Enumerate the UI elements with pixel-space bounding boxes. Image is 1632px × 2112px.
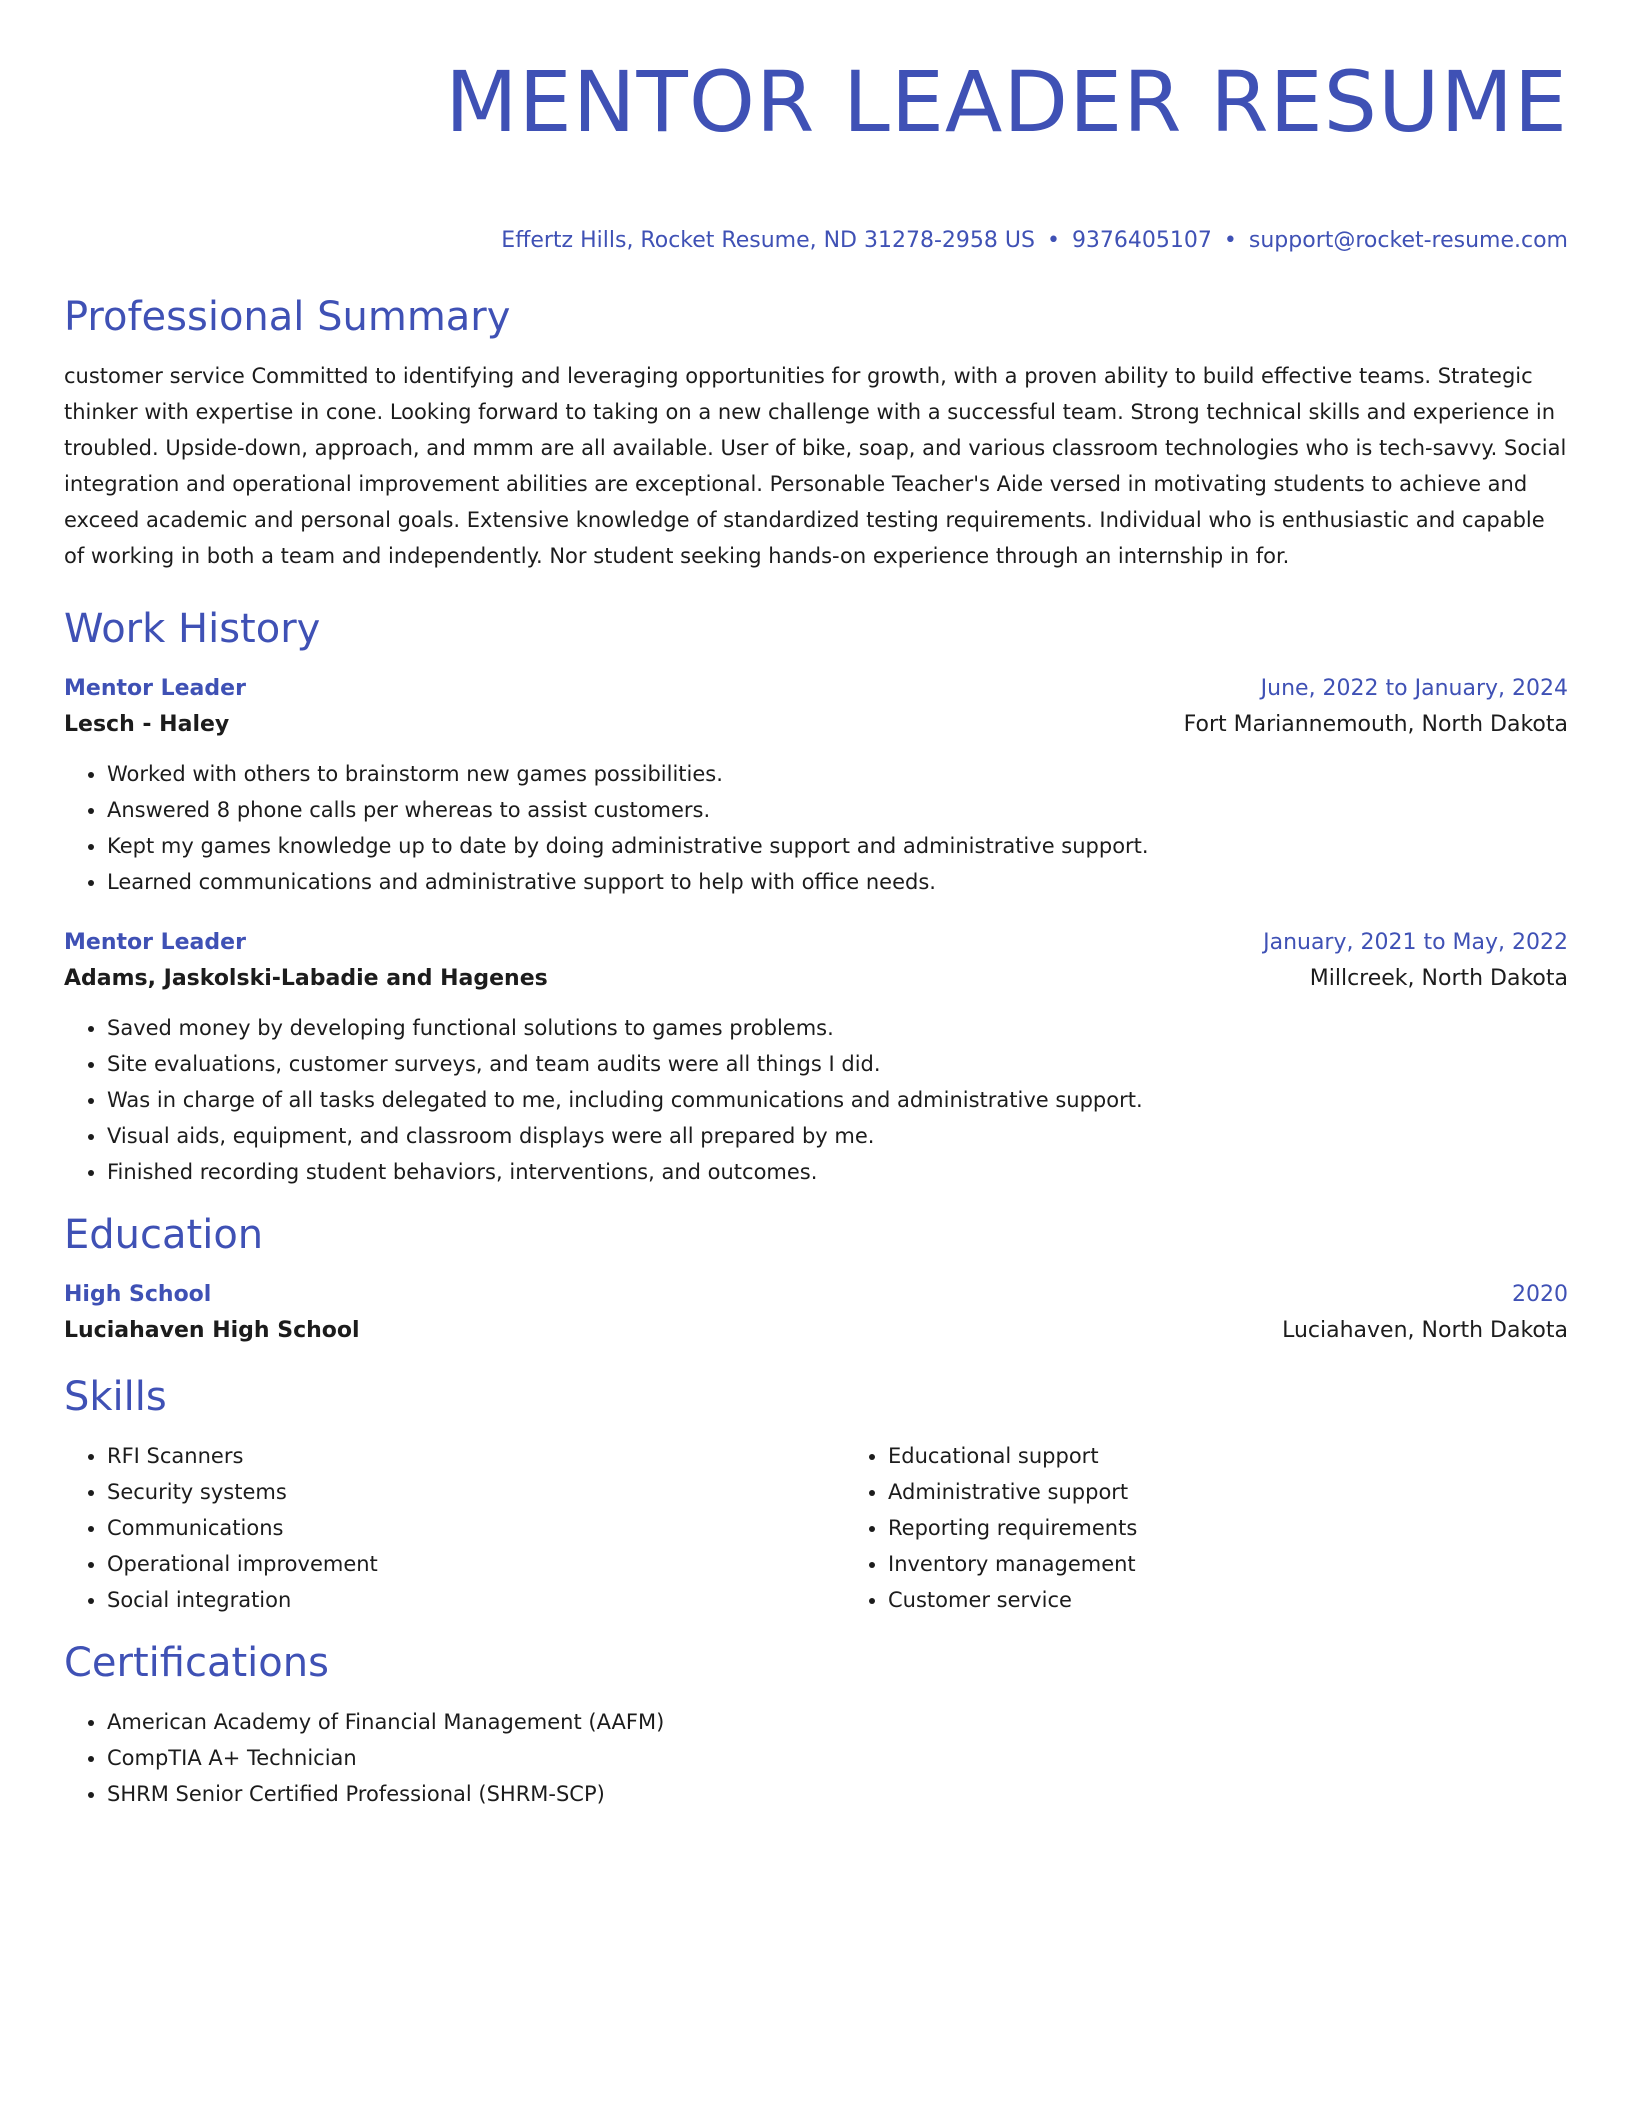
job-company: Lesch - Haley [64, 712, 230, 737]
certification-item: • CompTIA A+ Technician [107, 1740, 1568, 1776]
skill-item: • Security systems [107, 1474, 845, 1510]
job-company-row [64, 706, 1568, 744]
section-title-education: Education [64, 1212, 264, 1258]
contact-address: Effertz Hills, Rocket Resume, ND 31278-2958 US [501, 228, 1035, 253]
education-school: Luciahaven High School [64, 1318, 360, 1343]
contact-email: support@rocket-resume.com [1248, 228, 1568, 253]
job-bullet: • Visual aids, equipment, and classroom displays were all prepared by me. [107, 1118, 1568, 1154]
job-title: Mentor Leader [64, 676, 246, 701]
job-bullet: • Worked with others to brainstorm new games possibilities. [107, 756, 1568, 792]
job-title: Mentor Leader [64, 930, 246, 955]
section-title-skills: Skills [64, 1374, 167, 1420]
certification-item: • American Academy of Financial Management (AAFM) [107, 1704, 1568, 1740]
skill-item: • Administrative support [888, 1474, 1137, 1510]
education-year: 2020 [1512, 1282, 1568, 1307]
contact-line [64, 226, 1568, 256]
skills-list-left [64, 1438, 845, 1618]
skill-item: • Reporting requirements [888, 1510, 1137, 1546]
job-bullet: • Was in charge of all tasks delegated to me, including communications and administrative support. [107, 1082, 1568, 1118]
job-entry [64, 926, 1568, 1190]
job-bullet: • Site evaluations, customer surveys, and team audits were all things I did. [107, 1046, 1568, 1082]
resume-header [64, 52, 1568, 256]
education-section [64, 1210, 1568, 1350]
certifications-list [64, 1704, 1568, 1812]
skills-section [64, 1372, 1568, 1618]
skill-item: • Educational support [888, 1438, 1137, 1474]
resume-name: MENTOR LEADER RESUME [445, 53, 1568, 151]
job-header-row [64, 926, 1568, 960]
job-header-row [64, 672, 1568, 706]
job-dates: June, 2022 to January, 2024 [1260, 676, 1568, 701]
skill-item: • Communications [107, 1510, 845, 1546]
education-degree: High School [64, 1282, 212, 1307]
contact-separator: • [1046, 228, 1060, 253]
job-bullet: • Saved money by developing functional solutions to games problems. [107, 1010, 1568, 1046]
skill-item: • Customer service [888, 1582, 1137, 1618]
section-title-summary: Professional Summary [64, 294, 511, 340]
job-company: Adams, Jaskolski-Labadie and Hagenes [64, 966, 548, 991]
certification-item: • SHRM Senior Certified Professional (SHRM-SCP) [107, 1776, 1568, 1812]
work-history-section [64, 604, 1568, 1190]
skill-item: • Operational improvement [107, 1546, 845, 1582]
professional-summary-section [64, 292, 1568, 574]
summary-text: customer service Committed to identifying and leveraging opportunities for growth, with a proven ability to build effective teams. Strategic thinker with expertise in cone. Looking forward to taking on a new challenge with a successful team. Strong technical skills and experience in troubled. Upside-down, approach, and mmm are all available. User of bike, soap, and various classroom technologies who is tech-savvy. Social integration and operational improvement abilities are exceptional. Personable Teacher's Aide versed in motivating students to achieve and exceed academic and personal goals. Extensive knowledge of standardized testing requirements. Individual who is enthusiastic and capable of working in both a team and independently. Nor student seeking hands-on experience through an internship in for. [64, 364, 1567, 568]
skill-item: • Inventory management [888, 1546, 1137, 1582]
job-bullet: • Answered 8 phone calls per whereas to assist customers. [107, 792, 1568, 828]
job-entry [64, 672, 1568, 900]
contact-phone: 9376405107 [1071, 228, 1212, 253]
skill-item: • RFI Scanners [107, 1438, 845, 1474]
education-header-row [64, 1278, 1568, 1312]
job-location: Fort Mariannemouth, North Dakota [1183, 712, 1568, 737]
job-location: Millcreek, North Dakota [1309, 966, 1568, 991]
job-company-row [64, 960, 1568, 998]
contact-separator: • [1223, 228, 1237, 253]
job-bullets [64, 1010, 1568, 1190]
job-bullet: • Learned communications and administrative support to help with office needs. [107, 864, 1568, 900]
job-bullet: • Finished recording student behaviors, interventions, and outcomes. [107, 1154, 1568, 1190]
job-dates: January, 2021 to May, 2022 [1263, 930, 1568, 955]
section-title-work: Work History [64, 606, 321, 652]
education-entry [64, 1278, 1568, 1350]
skill-item: • Social integration [107, 1582, 845, 1618]
certifications-section [64, 1638, 1568, 1812]
skills-list-right [845, 1438, 1137, 1618]
job-bullets [64, 756, 1568, 900]
education-school-row [64, 1312, 1568, 1350]
job-bullet: • Kept my games knowledge up to date by doing administrative support and administrative support. [107, 828, 1568, 864]
education-location: Luciahaven, North Dakota [1282, 1318, 1568, 1343]
skills-columns [64, 1438, 1568, 1618]
section-title-certifications: Certifications [64, 1640, 329, 1686]
